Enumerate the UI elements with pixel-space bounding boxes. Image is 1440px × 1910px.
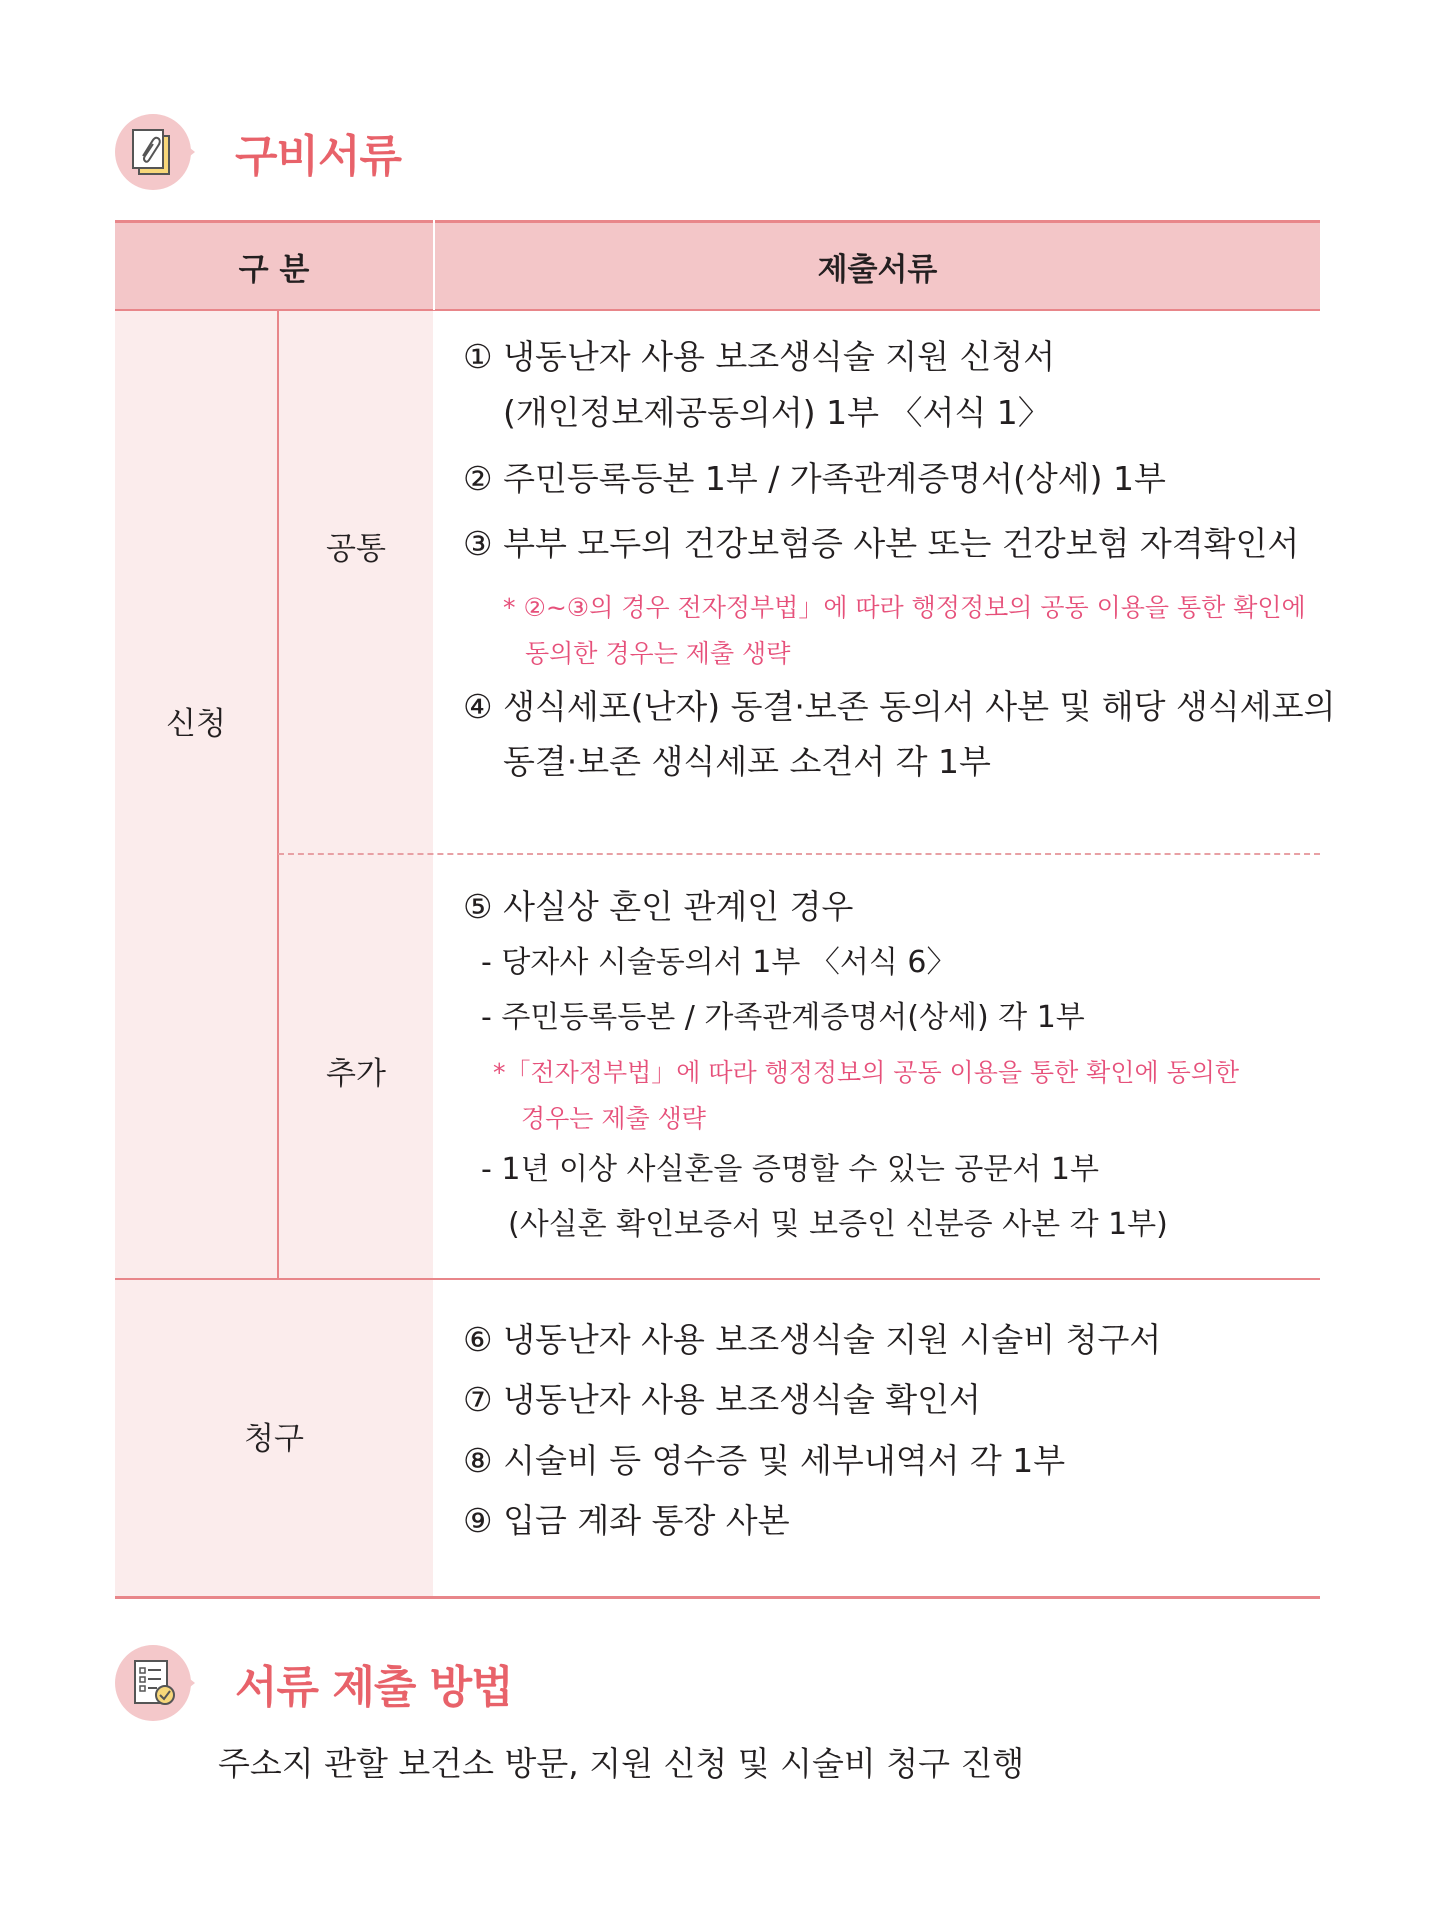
claim-documents xyxy=(463,1320,1313,1573)
common-documents xyxy=(463,337,1336,840)
category-common: 공통 xyxy=(326,530,386,567)
list-item: ① 냉동난자 사용 보조생식술 지원 신청서 xyxy=(463,337,1056,376)
section-title: 서류 제출 방법 xyxy=(235,1662,513,1713)
list-item: ⑤ 사실상 혼인 관계인 경우 xyxy=(463,887,854,926)
section-title: 구비서류 xyxy=(235,131,402,182)
additional-documents xyxy=(463,887,1313,1270)
list-item: - 1년 이상 사실혼을 증명할 수 있는 공문서 1부 xyxy=(481,1152,1099,1187)
list-item: ④ 생식세포(난자) 동결·보존 동의서 사본 및 해당 생식세포의 xyxy=(463,687,1336,726)
list-item: ③ 부부 모두의 건강보험증 사본 또는 건강보험 자격확인서 xyxy=(463,524,1300,563)
list-item: 동결·보존 생식세포 소견서 각 1부 xyxy=(503,742,991,781)
note: 경우는 제출 생략 xyxy=(521,1104,706,1133)
section-heading-documents xyxy=(115,114,401,190)
list-item: (개인정보제공동의서) 1부 〈서식 1〉 xyxy=(503,393,1051,432)
list-item: (사실혼 확인보증서 및 보증인 신분증 사본 각 1부) xyxy=(508,1207,1168,1242)
list-item: ⑧ 시술비 등 영수증 및 세부내역서 각 1부 xyxy=(463,1441,1066,1480)
note: * ②~③의 경우 전자정부법」에 따라 행정정보의 공동 이용을 통한 확인에 xyxy=(503,593,1306,622)
header-category: 구 분 xyxy=(238,251,310,288)
category-claim: 청구 xyxy=(244,1420,304,1457)
list-item: ⑦ 냉동난자 사용 보조생식술 확인서 xyxy=(463,1380,981,1419)
note: *「전자정부법」에 따라 행정정보의 공동 이용을 통한 확인에 동의한 xyxy=(493,1058,1240,1087)
documents-table xyxy=(115,220,1336,1598)
category-apply: 신청 xyxy=(166,705,226,742)
checklist-icon xyxy=(129,1657,179,1709)
header-documents: 제출서류 xyxy=(817,251,938,288)
document-clip-icon xyxy=(129,126,179,178)
category-additional: 추가 xyxy=(326,1055,386,1092)
submission-body: 주소지 관할 보건소 방문, 지원 신청 및 시술비 청구 진행 xyxy=(218,1744,1025,1783)
list-item: - 당자사 시술동의서 1부 〈서식 6〉 xyxy=(481,945,957,980)
list-item: ② 주민등록등본 1부 / 가족관계증명서(상세) 1부 xyxy=(463,459,1166,498)
list-item: ⑨ 입금 계좌 통장 사본 xyxy=(463,1501,790,1540)
section-badge xyxy=(115,1645,215,1721)
note: 동의한 경우는 제출 생략 xyxy=(525,639,791,668)
list-item: ⑥ 냉동난자 사용 보조생식술 지원 시술비 청구서 xyxy=(463,1320,1162,1359)
section-badge xyxy=(115,114,215,190)
section-heading-submission xyxy=(115,1645,513,1721)
list-item: - 주민등록등본 / 가족관계증명서(상세) 각 1부 xyxy=(481,1000,1085,1035)
